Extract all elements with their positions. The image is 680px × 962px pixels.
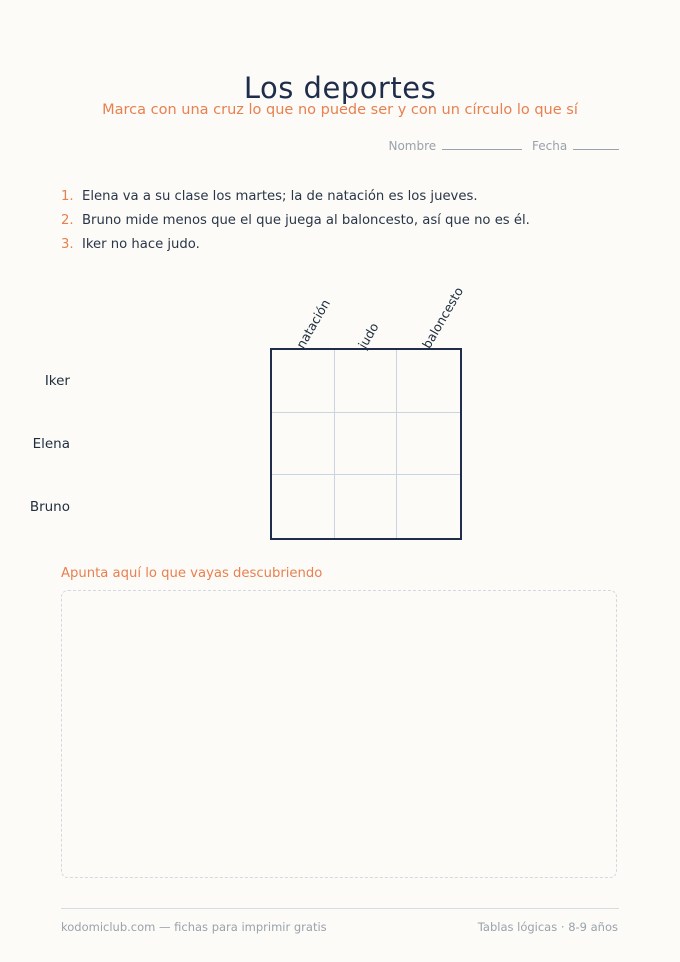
footer-site-text: kodomiclub.com — fichas para imprimir gratis xyxy=(61,920,327,934)
grid-cell-iker-judo[interactable] xyxy=(335,350,398,413)
instructions-subtitle: Marca con una cruz lo que no puede ser y con un círculo lo que sí xyxy=(102,102,578,118)
row-label-bruno: Bruno xyxy=(29,499,70,515)
date-label: Fecha xyxy=(531,139,568,153)
clue-number: 2. xyxy=(61,213,74,228)
name-label: Nombre xyxy=(388,139,437,153)
row-label-iker: Iker xyxy=(44,373,70,389)
date-field[interactable] xyxy=(532,139,619,153)
clue-item xyxy=(61,236,530,260)
grid-cell-bruno-natacion[interactable] xyxy=(272,475,335,538)
grid-cell-elena-judo[interactable] xyxy=(335,413,398,476)
logic-grid xyxy=(270,348,462,540)
grid-cell-elena-baloncesto[interactable] xyxy=(397,413,460,476)
name-blank-line xyxy=(442,148,522,150)
grid-cell-elena-natacion[interactable] xyxy=(272,413,335,476)
notes-area[interactable] xyxy=(61,590,617,878)
grid-cell-iker-natacion[interactable] xyxy=(272,350,335,413)
clue-list xyxy=(61,188,530,260)
name-field[interactable] xyxy=(388,139,522,153)
name-date-fields xyxy=(388,139,619,153)
clue-number: 1. xyxy=(61,189,74,204)
column-label-baloncesto: baloncesto xyxy=(419,284,467,351)
clue-text: Bruno mide menos que el que juega al baloncesto, así que no es él. xyxy=(82,213,530,228)
clue-text: Iker no hace judo. xyxy=(82,237,200,252)
grid-cell-bruno-judo[interactable] xyxy=(335,475,398,538)
date-blank-line xyxy=(573,148,619,150)
clue-item xyxy=(61,188,530,212)
row-label-elena: Elena xyxy=(32,436,70,452)
grid-cell-iker-baloncesto[interactable] xyxy=(397,350,460,413)
clue-item xyxy=(61,212,530,236)
page-title: Los deportes xyxy=(243,71,437,106)
notes-heading: Apunta aquí lo que vayas descubriendo xyxy=(61,566,323,581)
clue-text: Elena va a su clase los martes; la de natación es los jueves. xyxy=(82,189,478,204)
column-label-judo: judo xyxy=(355,320,382,351)
grid-cell-bruno-baloncesto[interactable] xyxy=(397,475,460,538)
clue-number: 3. xyxy=(61,237,74,252)
footer-divider xyxy=(61,908,619,909)
footer-category-text: Tablas lógicas · 8-9 años xyxy=(477,920,618,934)
column-label-natacion: natación xyxy=(293,296,334,351)
